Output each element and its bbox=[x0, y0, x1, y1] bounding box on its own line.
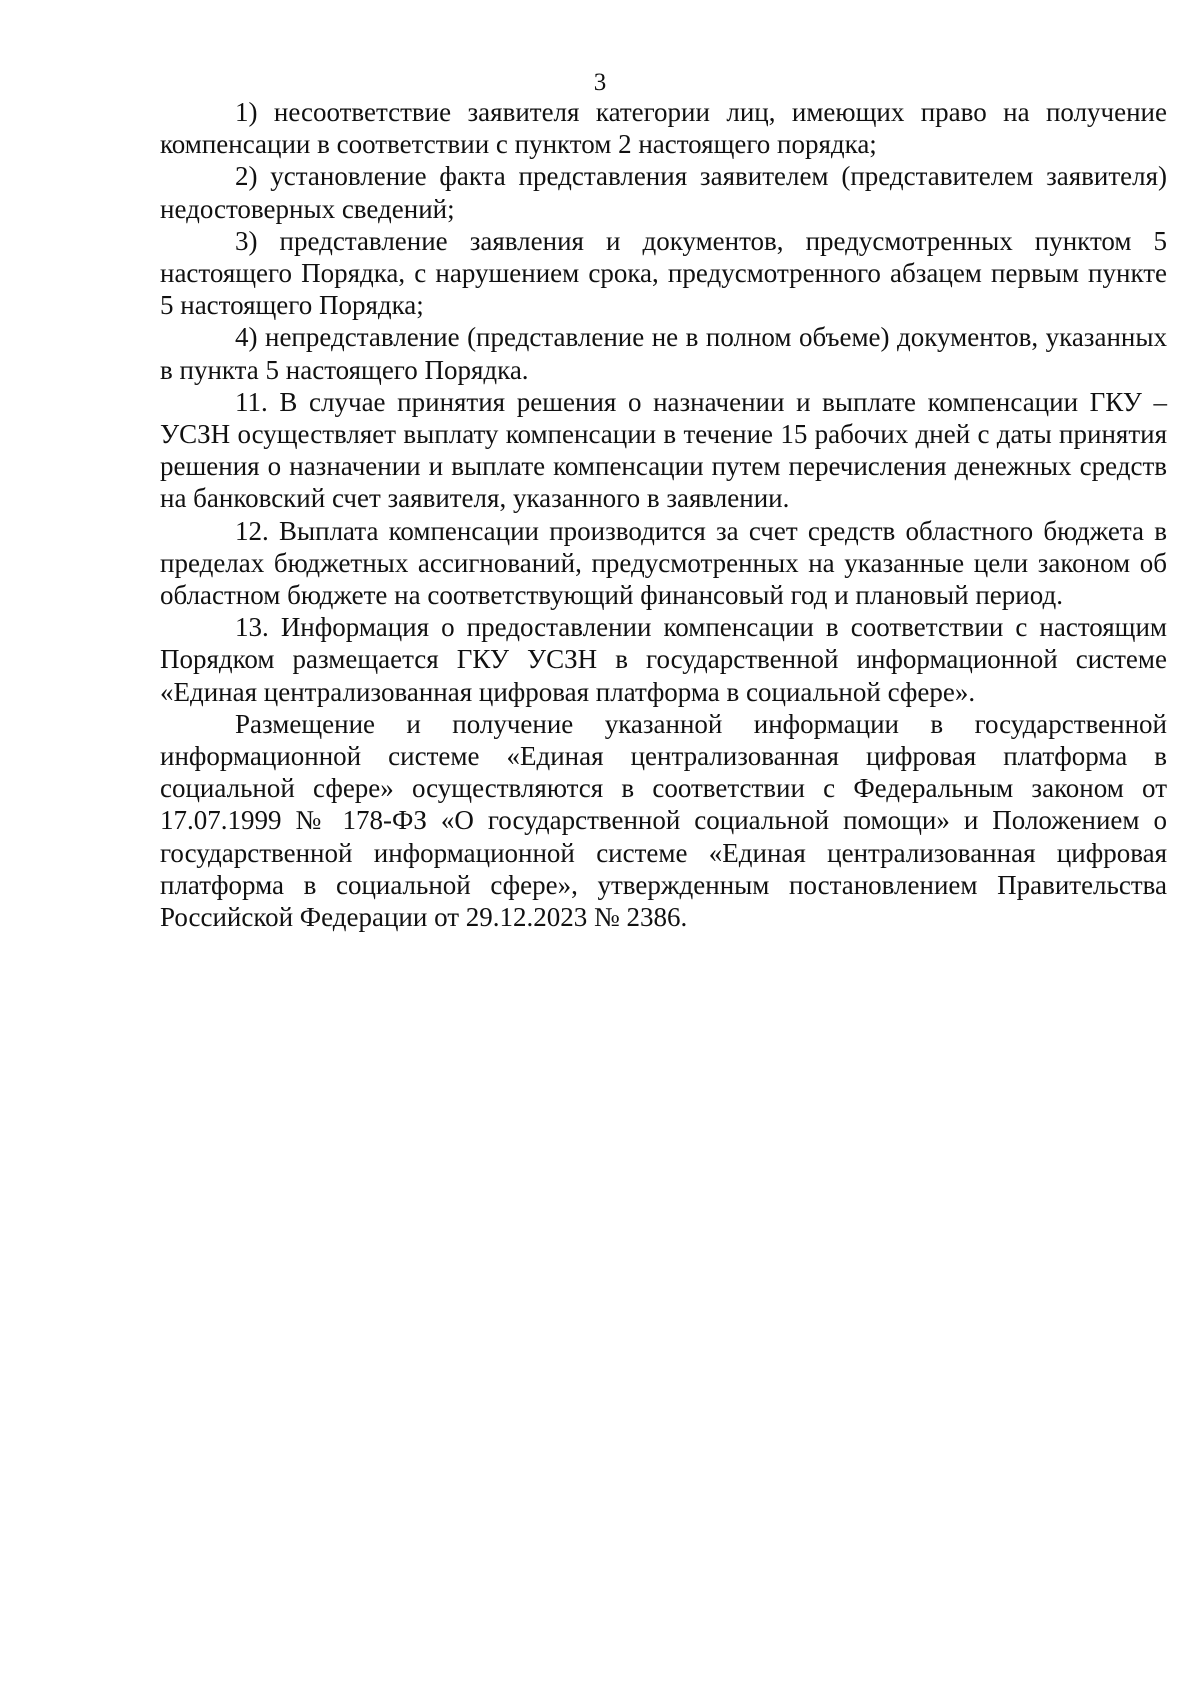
document-body bbox=[160, 96, 1167, 933]
list-item-2-false-information: 2) установление факта представления заявителем (представителем заявителя) недостоверных сведений; bbox=[160, 161, 1167, 224]
clause-13-information: 13. Информация о предоставлении компенсации в соответствии с настоящим Порядком размещается ГКУ УСЗН в государственной информационной системе «Единая централизованная цифровая платформа в социальной сфере». bbox=[160, 612, 1167, 707]
page-number: 3 bbox=[593, 69, 607, 96]
list-item-4-incomplete-documents: 4) непредставление (представление не в полном объеме) документов, указанных в пункта 5 настоящего Порядка. bbox=[160, 322, 1167, 385]
clause-11-payment: 11. В случае принятия решения о назначении и выплате компенсации ГКУ – УСЗН осуществляет выплату компенсации в течение 15 рабочих дней с даты принятия решения о назначении и выплате компенсации путем перечисления денежных средств на банковский счет заявителя, указанного в заявлении. bbox=[160, 386, 1167, 514]
clause-13-placement: Размещение и получение указанной информации в государственной информационной системе «Единая централизованная цифровая платформа в социальной сфере» осуществляются в соответствии с Федеральным законом от 17.07.1999 № 178-ФЗ «О государственной социальной помощи» и Положением о государственной информационной системе «Единая централизованная цифровая платформа в социальной сфере», утвержденным постановлением Правительства Российской Федерации от 29.12.2023 № 2386. bbox=[160, 708, 1167, 933]
clause-12-funding: 12. Выплата компенсации производится за счет средств областного бюджета в пределах бюджетных ассигнований, предусмотренных на указанные цели законом об областном бюджете на соответствующий финансовый год и плановый период. bbox=[160, 515, 1167, 611]
list-item-1-mismatch-category: 1) несоответствие заявителя категории лиц, имеющих право на получение компенсации в соответствии с пунктом 2 настоящего порядка; bbox=[160, 97, 1167, 160]
list-item-3-late-submission: 3) представление заявления и документов, предусмотренных пунктом 5 настоящего Порядка, с нарушением срока, предусмотренного абзацем первым пункте 5 настоящего Порядка; bbox=[160, 225, 1167, 321]
